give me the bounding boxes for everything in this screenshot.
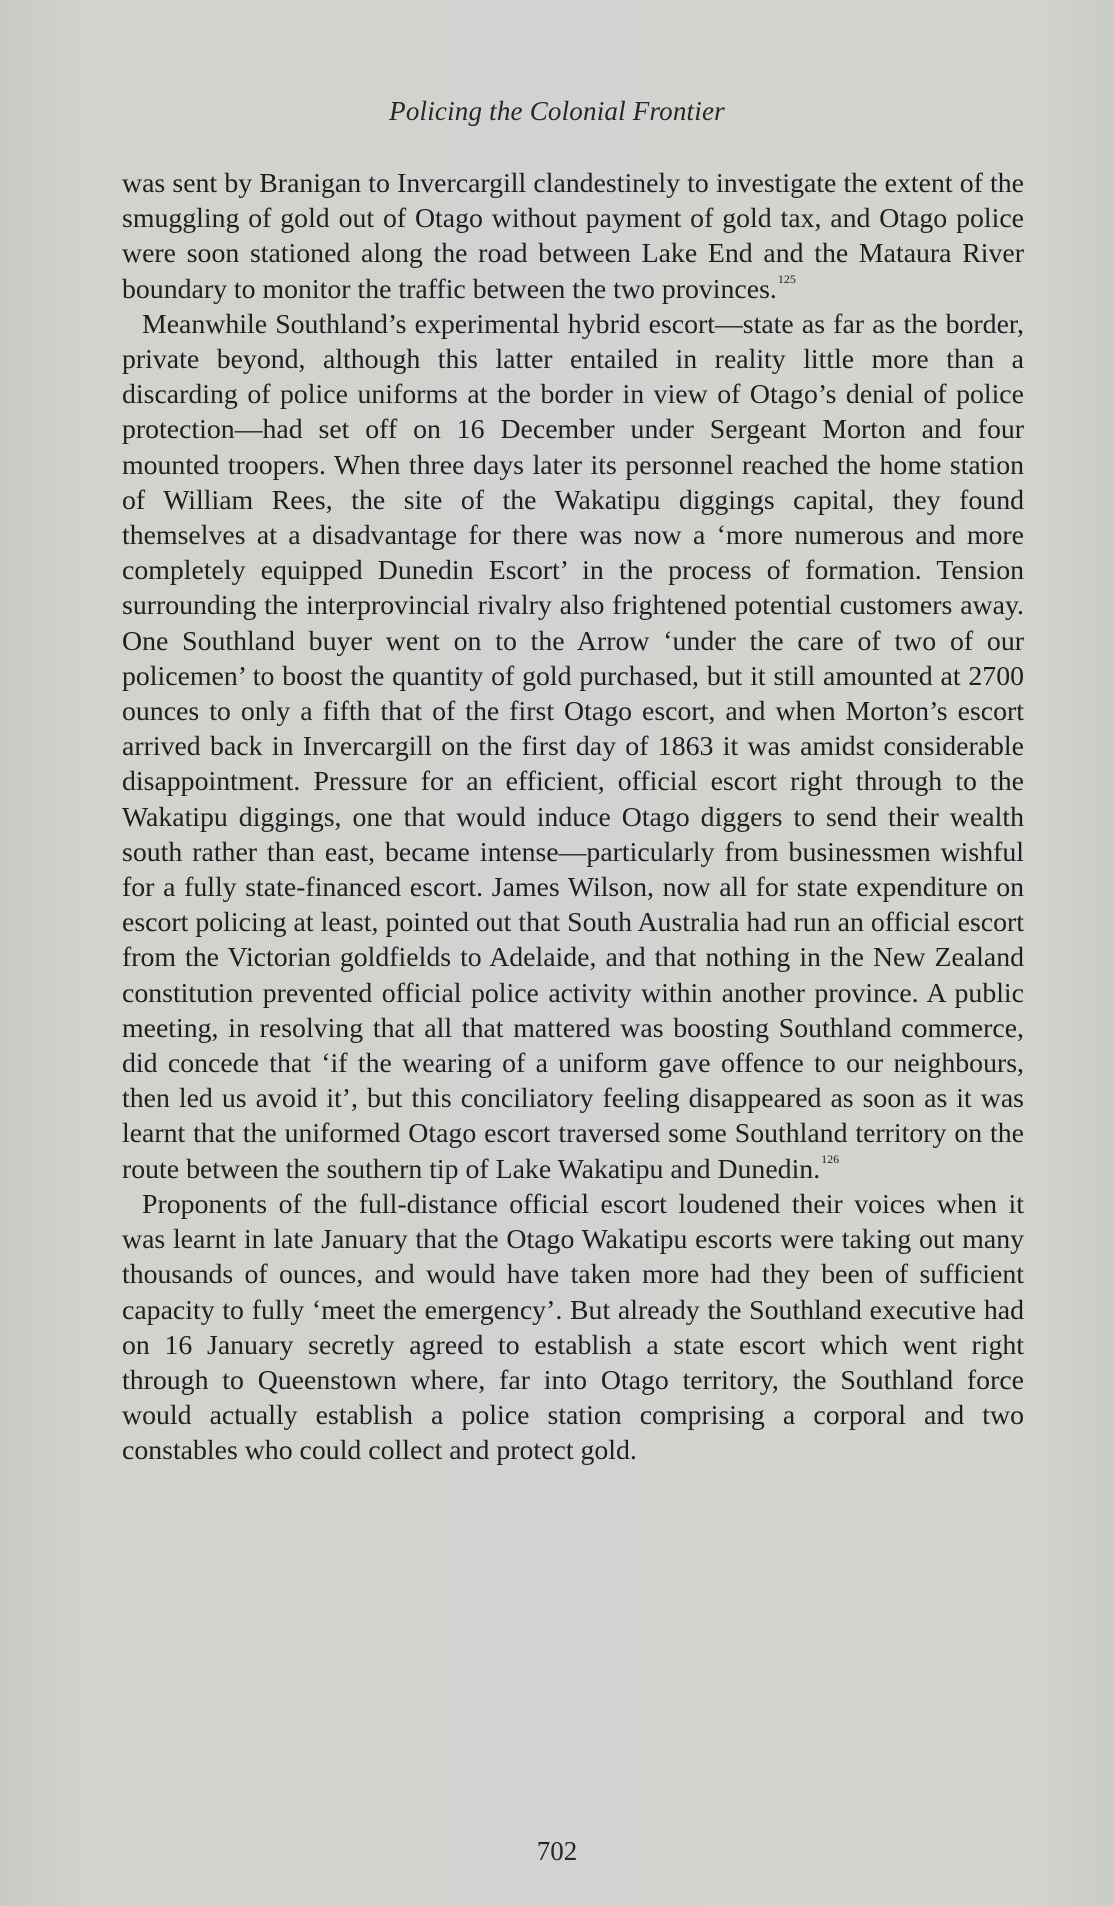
paragraph-text: was sent by Branigan to Invercargill clandestinely to investigate the extent of the smuggling of gold out of Otago without payment of gold tax, and Otago police were soon stationed along the road between Lake End and the Mataura River boundary to monitor the traffic between the two provinces.: [122, 168, 1024, 305]
running-head: Policing the Colonial Frontier: [389, 96, 725, 126]
body-text: [122, 166, 1024, 1469]
paragraph: [122, 1187, 1024, 1469]
paragraph-text: Meanwhile Southland’s experimental hybrid escort—state as far as the border, private beyond, although this latter entailed in reality little more than a discarding of police uniforms at the border in view of Otago’s denial of police protection—had set off on 16 December under Sergeant Morton and four mounted troopers. When three days later its personnel reached the home station of William Rees, the site of the Wakatipu diggings capital, they found themselves at a disadvantage for there was now a ‘more numerous and more completely equipped Dunedin Escort’ in the process of formation. Tension surrounding the interprovincial rivalry also frightened potential customers away. One Southland buyer went on to the Arrow ‘under the care of two of our policemen’ to boost the quantity of gold purchased, but it still amounted at 2700 ounces to only a fifth that of the first Otago escort, and when Morton’s escort arrived back in Invercargill on the first day of 1863 it was amidst considerable disappointment. Pressure for an efficient, official escort right through to the Wakatipu diggings, one that would induce Otago diggers to send their wealth south rather than east, became intense—particularly from businessmen wishful for a fully state-financed escort. James Wilson, now all for state expenditure on escort policing at least, pointed out that South Australia had run an official escort from the Victorian goldfields to Adelaide, and that nothing in the New Zealand constitution prevented official police activity within another province. A public meeting, in resolving that all that mattered was boosting Southland commerce, did concede that ‘if the wearing of a uniform gave offence to our neighbours, then led us avoid it’, but this conciliatory feeling disappeared as soon as it was learnt that the uniformed Otago escort traversed some Southland territory on the route between the southern tip of Lake Wakatipu and Dunedin.: [122, 308, 1024, 1185]
paragraph-text: Proponents of the full-distance official escort loudened their voices when it was learnt in late January that the Otago Wakatipu escorts were taking out many thousands of ounces, and would have taken more had they been of sufficient capacity to fully ‘meet the emergency’. But already the Southland executive had on 16 January secretly agreed to establish a state escort which went right through to Queenstown where, far into Otago territory, the Southland force would actually establish a police station comprising a corporal and two constables who could collect and protect gold.: [122, 1188, 1024, 1467]
page-number: 702: [536, 1836, 578, 1866]
paragraph: [122, 166, 1024, 307]
paragraph: [122, 307, 1024, 1187]
footnote-marker: 126: [821, 1152, 840, 1167]
footnote-marker: 125: [777, 272, 796, 287]
